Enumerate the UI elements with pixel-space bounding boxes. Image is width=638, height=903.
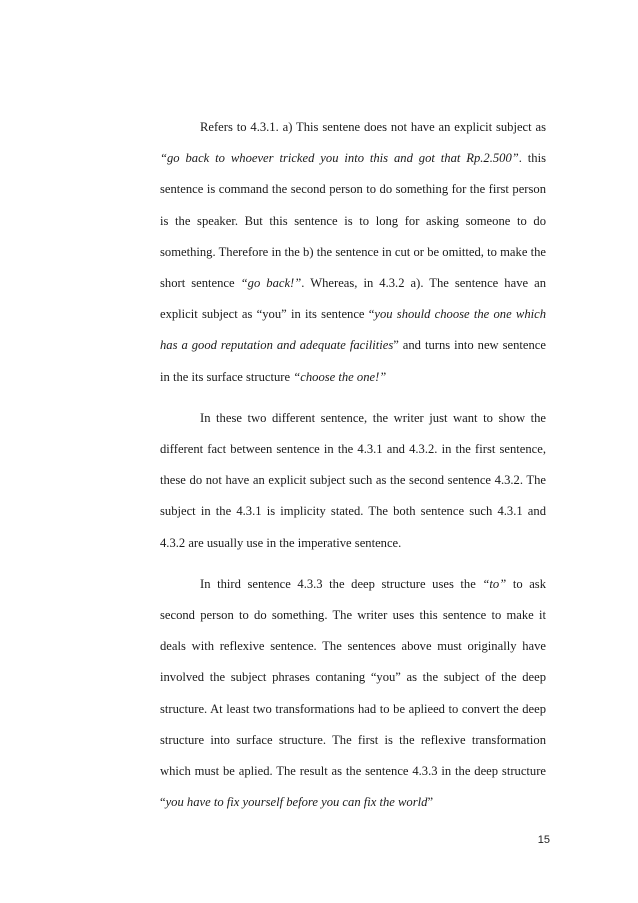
- text-run: In these two different sentence, the writer just want to show the different fact between sentence in the 4.3.1 and 4.3.2. in the first sentence, these do not have an explicit subject such as the second sentence 4.3.2. The subject in the 4.3.1 is implicity stated. The both sentence such 4.3.1 and 4.3.2 are usually use in the imperative sentence.: [160, 410, 546, 550]
- text-run-italic: “go back!”: [240, 276, 302, 291]
- body-text: [160, 112, 546, 828]
- text-run: In third sentence 4.3.3 the deep structure uses the: [200, 576, 483, 591]
- text-run: Refers to 4.3.1. a) This sentene does not have an explicit subject as: [200, 120, 546, 134]
- text-run-italic: “to”: [482, 576, 507, 591]
- text-run: ” and turns into new sentence in the its surface structure: [160, 338, 546, 384]
- text-run-italic: “choose the one!”: [293, 369, 387, 384]
- text-run: . this sentence is command the second person to do something for the first person is the speaker. But this sentence is to long for asking someone to do something. Therefore in the b) the sentence in cut or be omitted, to make the short sentence: [160, 151, 546, 291]
- text-run: to ask second person to do something. The writer uses this sentence to make it deals with reflexive sentence. The sentences above must originally have involved the subject phrases contaning “you” as the subject of the deep structure. At least two transformations had to be aplieed to convert the deep structure into surface structure. The first is the reflexive transformation which must be aplied. The result as the sentence 4.3.3 in the deep structure “: [160, 576, 546, 810]
- text-run: ”: [427, 795, 434, 810]
- paragraph-2: [160, 403, 546, 559]
- text-run: . Whereas, in 4.3.2 a). The sentence have an explicit subject as “you” in its sentence “: [160, 276, 547, 322]
- paragraph-1: [160, 112, 546, 393]
- paragraph-3: [160, 569, 546, 819]
- text-run-italic: you should choose the one which has a good reputation and adequate facilities: [160, 307, 546, 353]
- text-run-italic: you have to fix yourself before you can fix the world: [165, 795, 428, 810]
- text-run-italic: “go back to whoever tricked you into this and got that Rp.2.500”: [160, 151, 519, 166]
- page-number: 15: [537, 834, 550, 846]
